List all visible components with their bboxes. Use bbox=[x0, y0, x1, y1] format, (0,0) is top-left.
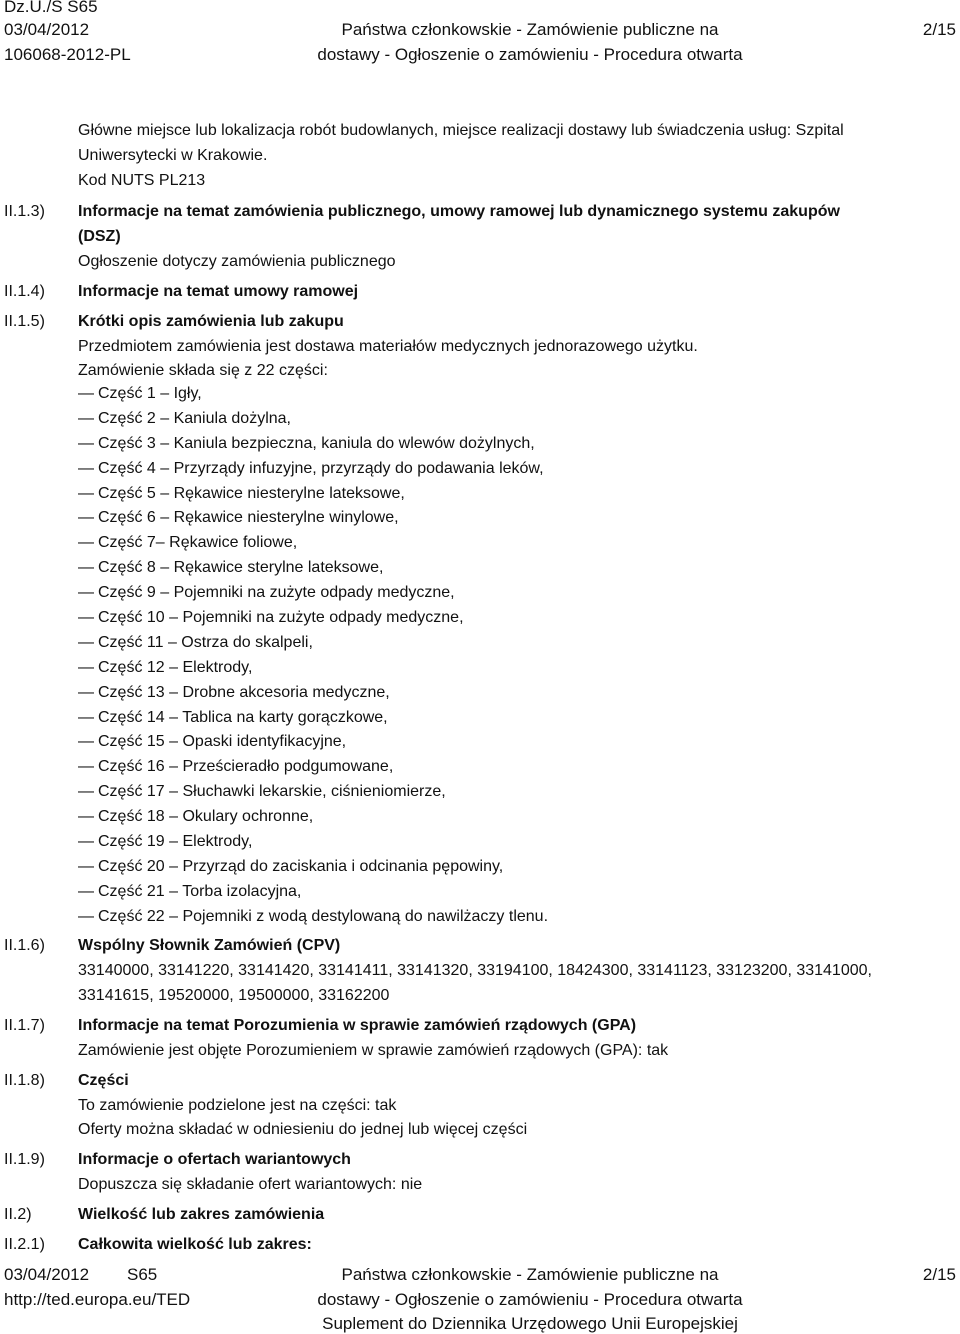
part-text: Część 18 – Okulary ochronne, bbox=[98, 808, 314, 826]
part-text: Część 17 – Słuchawki lekarskie, ciśnieniomierze, bbox=[98, 783, 446, 801]
cpv-codes-line1: 33140000, 33141220, 33141420, 33141411, 33141320, 33194100, 18424300, 33141123, 33123200, 33141000, bbox=[78, 962, 872, 979]
part-text: Część 13 – Drobne akcesoria medyczne, bbox=[98, 683, 390, 701]
dash-glyph: — bbox=[78, 733, 94, 751]
dash-glyph: — bbox=[78, 534, 94, 552]
cpv-codes-line2: 33141615, 19520000, 19500000, 33162200 bbox=[78, 987, 390, 1004]
section-title-II-1-3-line1: Informacje na temat zamówienia publicznego, umowy ramowej lub dynamicznego systemu zakupów bbox=[78, 203, 840, 220]
part-text: Część 9 – Pojemniki na zużyte odpady medyczne, bbox=[98, 584, 455, 602]
list-item bbox=[78, 409, 548, 434]
list-item bbox=[78, 882, 548, 907]
section-title-II-1-3-line2: (DSZ) bbox=[78, 228, 121, 245]
part-text: Część 3 – Kaniula bezpieczna, kaniula do wlewów dożylnych, bbox=[98, 434, 535, 452]
part-text: Część 6 – Rękawice niesterylne winylowe, bbox=[98, 509, 399, 527]
section-number-II-1-8: II.1.8) bbox=[4, 1072, 45, 1089]
list-item bbox=[78, 782, 548, 807]
section-number-II-2-1: II.2.1) bbox=[4, 1236, 45, 1253]
dash-glyph: — bbox=[78, 509, 94, 527]
dash-glyph: — bbox=[78, 708, 94, 726]
part-text: Część 1 – Igły, bbox=[98, 385, 202, 402]
section-title-II-1-5: Krótki opis zamówienia lub zakupu bbox=[78, 313, 344, 330]
dash-glyph: — bbox=[78, 459, 94, 477]
dash-glyph: — bbox=[78, 484, 94, 502]
journal-reference: Dz.U./S S65 bbox=[4, 0, 98, 16]
list-item bbox=[78, 832, 548, 857]
section-text-II-1-5-line2: Zamówienie składa się z 22 części: bbox=[78, 362, 328, 379]
header-title-line2: dostawy - Ogłoszenie o zamówieniu - Procedura otwarta bbox=[317, 45, 743, 64]
section-text-II-1-8-line1: To zamówienie podzielone jest na części: tak bbox=[78, 1097, 397, 1114]
header-page-number: 2/15 bbox=[922, 20, 956, 39]
list-item bbox=[78, 533, 548, 558]
dash-glyph: — bbox=[78, 609, 94, 627]
footer-supplement: Suplement do Dziennika Urzędowego Unii Europejskiej bbox=[322, 1314, 738, 1333]
list-item bbox=[78, 807, 548, 832]
list-item bbox=[78, 558, 548, 583]
dash-glyph: — bbox=[78, 658, 94, 676]
dash-glyph: — bbox=[78, 434, 94, 452]
list-item bbox=[78, 683, 548, 708]
section-number-II-1-6: II.1.6) bbox=[4, 937, 45, 954]
section-text-II-1-8-line2: Oferty można składać w odniesieniu do jednej lub więcej części bbox=[78, 1121, 528, 1138]
header-date: 03/04/2012 bbox=[4, 20, 90, 39]
dash-glyph: — bbox=[78, 633, 94, 651]
dash-glyph: — bbox=[78, 882, 94, 900]
part-text: Część 12 – Elektrody, bbox=[98, 658, 253, 676]
footer-title-line1: Państwa członkowskie - Zamówienie publiczne na bbox=[341, 1265, 719, 1284]
footer-title-line2: dostawy - Ogłoszenie o zamówieniu - Procedura otwarta bbox=[317, 1290, 743, 1309]
part-text: Część 22 – Pojemniki z wodą destylowaną do nawilżaczy tlenu. bbox=[98, 907, 549, 925]
list-item bbox=[78, 907, 548, 932]
location-line2: Uniwersytecki w Krakowie. bbox=[78, 147, 268, 164]
dash-glyph: — bbox=[78, 584, 94, 602]
section-title-II-1-4: Informacje na temat umowy ramowej bbox=[78, 283, 359, 300]
list-item bbox=[78, 459, 548, 484]
part-text: Część 4 – Przyrządy infuzyjne, przyrządy do podawania leków, bbox=[98, 459, 544, 477]
list-item bbox=[78, 608, 548, 633]
footer-series: S65 bbox=[127, 1265, 158, 1284]
section-text-II-1-3: Ogłoszenie dotyczy zamówienia publicznego bbox=[78, 253, 396, 270]
section-text-II-1-7: Zamówienie jest objęte Porozumieniem w sprawie zamówień rządowych (GPA): tak bbox=[78, 1042, 669, 1059]
part-text: Część 7– Rękawice foliowe, bbox=[98, 534, 298, 552]
part-text: Część 14 – Tablica na karty gorączkowe, bbox=[98, 708, 388, 726]
part-text: Część 15 – Opaski identyfikacyjne, bbox=[98, 733, 347, 751]
location-line1: Główne miejsce lub lokalizacja robót budowlanych, miejsce realizacji dostawy lub świadczenia usług: Szpital bbox=[78, 122, 844, 139]
dash-glyph: — bbox=[78, 833, 94, 851]
section-number-II-1-7: II.1.7) bbox=[4, 1017, 45, 1034]
section-text-II-1-9: Dopuszcza się składanie ofert wariantowych: nie bbox=[78, 1176, 423, 1193]
section-number-II-1-3: II.1.3) bbox=[4, 203, 45, 220]
part-text: Część 10 – Pojemniki na zużyte odpady medyczne, bbox=[98, 609, 464, 627]
part-text: Część 19 – Elektrody, bbox=[98, 833, 253, 851]
footer-date: 03/04/2012 bbox=[4, 1265, 90, 1284]
list-item bbox=[78, 384, 548, 409]
list-item bbox=[78, 633, 548, 658]
footer-page-number: 2/15 bbox=[922, 1265, 956, 1284]
section-number-II-2: II.2) bbox=[4, 1206, 32, 1223]
list-item bbox=[78, 484, 548, 509]
list-item bbox=[78, 757, 548, 782]
list-item bbox=[78, 732, 548, 757]
dash-glyph: — bbox=[78, 683, 94, 701]
section-number-II-1-9: II.1.9) bbox=[4, 1151, 45, 1168]
nuts-code: Kod NUTS PL213 bbox=[78, 172, 206, 189]
section-title-II-1-8: Części bbox=[78, 1072, 129, 1089]
section-title-II-1-7: Informacje na temat Porozumienia w sprawie zamówień rządowych (GPA) bbox=[78, 1017, 637, 1034]
section-title-II-1-9: Informacje o ofertach wariantowych bbox=[78, 1151, 351, 1168]
part-text: Część 21 – Torba izolacyjna, bbox=[98, 882, 302, 900]
dash-glyph: — bbox=[78, 385, 94, 402]
list-item bbox=[78, 708, 548, 733]
list-item bbox=[78, 434, 548, 459]
parts-list bbox=[78, 384, 548, 932]
list-item bbox=[78, 508, 548, 533]
part-text: Część 20 – Przyrząd do zaciskania i odcinania pępowiny, bbox=[98, 857, 504, 875]
section-number-II-1-5: II.1.5) bbox=[4, 313, 45, 330]
dash-glyph: — bbox=[78, 758, 94, 776]
section-text-II-1-5-line1: Przedmiotem zamówienia jest dostawa materiałów medycznych jednorazowego użytku. bbox=[78, 338, 698, 355]
part-text: Część 8 – Rękawice sterylne lateksowe, bbox=[98, 559, 384, 577]
part-text: Część 5 – Rękawice niesterylne lateksowe, bbox=[98, 484, 405, 502]
list-item bbox=[78, 583, 548, 608]
section-number-II-1-4: II.1.4) bbox=[4, 283, 45, 300]
section-title-II-2: Wielkość lub zakres zamówienia bbox=[78, 1206, 325, 1223]
dash-glyph: — bbox=[78, 783, 94, 801]
notice-number: 106068-2012-PL bbox=[4, 45, 131, 64]
list-item bbox=[78, 857, 548, 882]
section-title-II-1-6: Wspólny Słownik Zamówień (CPV) bbox=[78, 937, 341, 954]
part-text: Część 2 – Kaniula dożylna, bbox=[98, 409, 291, 427]
header-title-line1: Państwa członkowskie - Zamówienie publiczne na bbox=[341, 20, 719, 39]
dash-glyph: — bbox=[78, 409, 94, 427]
dash-glyph: — bbox=[78, 907, 94, 925]
dash-glyph: — bbox=[78, 808, 94, 826]
list-item bbox=[78, 658, 548, 683]
part-text: Część 11 – Ostrza do skalpeli, bbox=[98, 633, 313, 651]
dash-glyph: — bbox=[78, 559, 94, 577]
dash-glyph: — bbox=[78, 857, 94, 875]
part-text: Część 16 – Prześcieradło podgumowane, bbox=[98, 758, 394, 776]
ted-link[interactable]: http://ted.europa.eu/TED bbox=[4, 1290, 191, 1309]
section-title-II-2-1: Całkowita wielkość lub zakres: bbox=[78, 1236, 312, 1253]
